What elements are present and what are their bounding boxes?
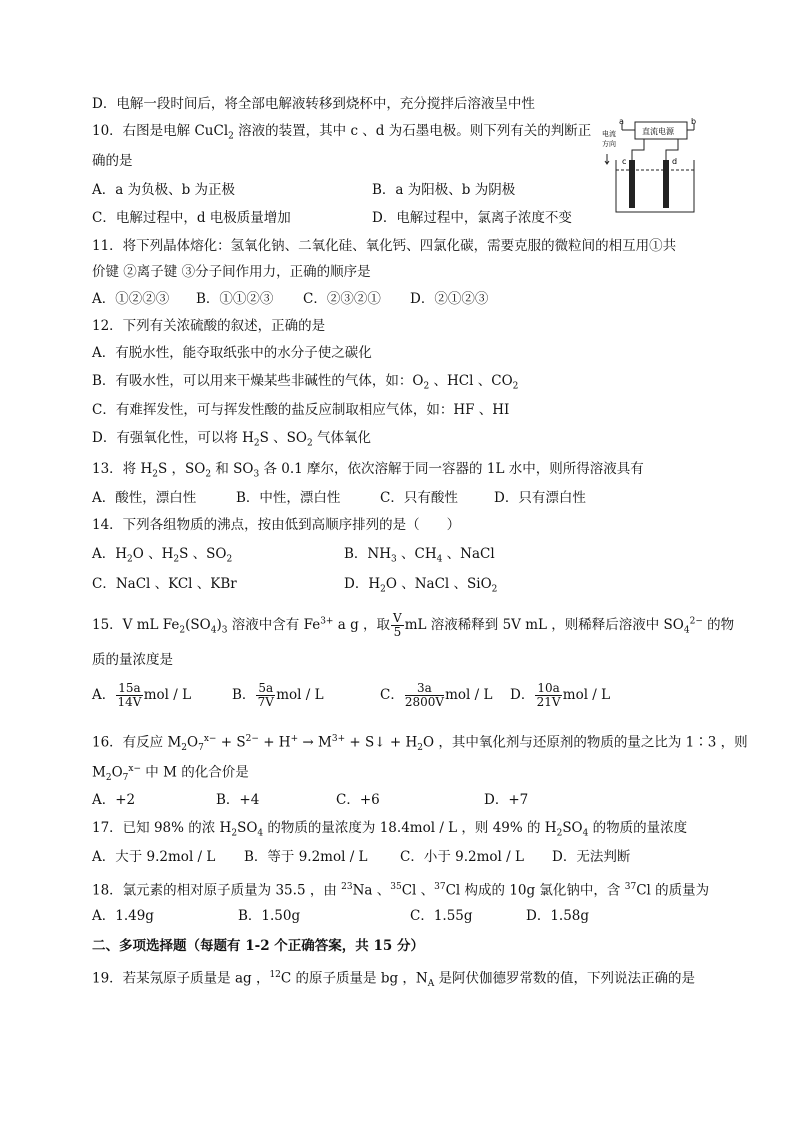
- denominator: 7V: [257, 695, 274, 709]
- subscript: 4: [436, 554, 443, 565]
- q14-option-d: [344, 575, 497, 599]
- q15-option-d: [510, 682, 610, 709]
- text: 是阿伏伽德罗常数的值，下列说法正确的是: [434, 970, 696, 987]
- text: A．: [92, 687, 116, 703]
- q16-stem-line2: [92, 760, 249, 787]
- q11-option-b: B．①①②③: [196, 291, 274, 307]
- numerator: 10a: [537, 681, 560, 695]
- text: D．: [510, 687, 535, 703]
- q19-stem: [92, 966, 695, 993]
- text: D．H: [344, 576, 381, 592]
- q12-stem: 12．下列有关浓硫酸的叙述，正确的是: [92, 318, 326, 334]
- subscript: 2: [179, 625, 186, 636]
- denominator: 21V: [536, 695, 561, 709]
- superscript: x−: [203, 734, 217, 744]
- text: O: [187, 734, 199, 751]
- q10-stem-line2: 确的是: [92, 153, 133, 169]
- subscript: 2: [417, 743, 423, 754]
- current-label-2: 方向: [602, 140, 616, 148]
- text: 10．右图是电解 CuCl: [92, 123, 229, 139]
- q17-stem: [92, 819, 687, 843]
- text: 各 0.1 摩尔，依次溶解于同一容器的 1L 水中，则所得溶液具有: [259, 461, 644, 477]
- text: Na 、: [352, 882, 391, 899]
- fraction: [405, 682, 444, 709]
- subscript: 7: [198, 743, 204, 754]
- text: O ，其中氧化剂与还原剂的物质的量之比为 1∶3 ，则: [422, 734, 748, 751]
- subscript: 7: [122, 773, 129, 784]
- label-d: d: [672, 157, 678, 166]
- q12-option-b: [92, 372, 518, 396]
- subscript: A: [427, 979, 435, 990]
- subscript: 3: [391, 554, 397, 565]
- subscript: 2: [253, 438, 260, 449]
- unit: mol / L: [562, 687, 611, 703]
- unit: mol / L: [143, 687, 192, 703]
- text: + H: [258, 734, 291, 751]
- q13-option-b: B．中性，漂白性: [236, 490, 341, 506]
- text: 中 M 的化合价是: [141, 764, 249, 781]
- subscript: 4: [210, 625, 217, 636]
- subscript: 2: [423, 381, 430, 392]
- text: mL 溶液稀释到 5V mL ，则稀释后溶液中 SO: [404, 617, 684, 633]
- text: B．NH: [344, 546, 392, 562]
- numerator: 5a: [258, 681, 274, 695]
- fraction: [535, 682, 561, 709]
- subscript: 2: [127, 554, 133, 565]
- text: Cl 构成的 10g 氯化钠中，含: [445, 882, 625, 899]
- superscript: x−: [128, 764, 141, 774]
- q10-option-d: D．电解过程中，氯离子浓度不变: [372, 210, 572, 226]
- text: A．H: [92, 546, 128, 562]
- unit: mol / L: [445, 687, 493, 703]
- text: SO: [562, 820, 583, 836]
- text: O 、NaCl 、SiO: [385, 576, 492, 592]
- subscript: 4: [582, 828, 589, 839]
- power-label: 直流电源: [642, 127, 674, 136]
- q17-option-a: A．大于 9.2mol / L: [92, 849, 216, 865]
- q16-option-a: A．+2: [92, 792, 136, 808]
- text: 16．有反应 M: [92, 734, 182, 751]
- subscript: 2: [380, 584, 386, 595]
- text: 17．已知 98% 的浓 H: [92, 820, 232, 836]
- subscript: 3: [221, 625, 228, 636]
- text: C 的原子质量是 bg ，N: [280, 970, 428, 987]
- superscript: 3+: [320, 616, 334, 627]
- subscript: 3: [253, 469, 260, 480]
- q10-option-a: A．a 为负极、b 为正极: [92, 182, 236, 198]
- text: 13．将 H: [92, 461, 153, 477]
- q15-stem-line1: [92, 612, 734, 640]
- q14-option-a: [92, 545, 232, 569]
- q16-option-d: D．+7: [484, 792, 529, 808]
- text: S 、SO: [179, 546, 227, 562]
- q15-option-c: [380, 682, 492, 709]
- text: a g ，取: [333, 617, 391, 633]
- subscript: 2: [228, 131, 234, 142]
- q11-stem-line2: 价键 ②离子键 ③分子间作用力，正确的顺序是: [92, 264, 371, 280]
- text: 溶液中含有 Fe: [227, 617, 321, 633]
- q11-option-d: D．②①②③: [410, 291, 489, 307]
- text: 和 SO: [211, 461, 254, 477]
- text: + S↓ + H: [345, 734, 418, 751]
- beaker: [616, 160, 694, 212]
- q13-option-a: A．酸性，漂白性: [92, 490, 197, 506]
- superscript: 37: [434, 882, 446, 892]
- numerator: V: [393, 611, 402, 625]
- text: B．有吸水性，可以用来干燥某些非碱性的气体，如：O: [92, 373, 424, 389]
- superscript: 2−: [689, 616, 703, 627]
- text: Cl 、: [401, 882, 435, 899]
- text: 、CH: [396, 546, 437, 562]
- q10-stem-line1: [92, 122, 591, 146]
- q18-option-d: D．1.58g: [526, 908, 590, 924]
- section-2-heading: 二、多项选择题（每题有 1-2 个正确答案，共 15 分）: [92, 938, 424, 954]
- text: S 、SO: [259, 430, 307, 446]
- text: O 、H: [132, 546, 174, 562]
- q11-stem-line1: 11．将下列晶体熔化：氢氧化钠、二氧化硅、氧化钙、四氯化碳，需要克服的微粒间的相互用①共: [92, 238, 677, 254]
- text: Cl 的质量为: [636, 882, 710, 899]
- denominator: 2800V: [404, 695, 445, 709]
- q13-option-c: C．只有酸性: [380, 490, 458, 506]
- text: 18．氯元素的相对原子质量为 35.5 ，由: [92, 882, 342, 899]
- q15-option-a: [92, 682, 191, 709]
- subscript: 2: [226, 554, 233, 565]
- text: 的物质的量浓度: [588, 820, 688, 836]
- q10-option-b: B．a 为阳极、b 为阴极: [372, 182, 516, 198]
- superscript: 37: [624, 882, 637, 892]
- text: C．: [380, 687, 404, 703]
- q17-option-c: C．小于 9.2mol / L: [400, 849, 524, 865]
- subscript: 2: [173, 554, 180, 565]
- superscript: 23: [341, 882, 353, 892]
- q18-option-b: B．1.50g: [238, 908, 301, 924]
- text: (SO: [185, 617, 211, 633]
- fraction: [256, 682, 275, 709]
- q11-option-a: A．①②②③: [92, 291, 170, 307]
- subscript: 2: [231, 828, 238, 839]
- subscript: 2: [205, 469, 212, 480]
- text: 19．若某氖原子质量是 ag ，: [92, 970, 270, 987]
- text: ): [216, 617, 222, 633]
- denominator: 14V: [117, 695, 142, 709]
- superscript: 35: [390, 882, 402, 892]
- subscript: 2: [105, 773, 112, 784]
- q15-stem-line2: 质的量浓度是: [92, 652, 173, 668]
- numerator: 15a: [118, 681, 141, 695]
- text: O: [111, 764, 123, 781]
- subscript: 2: [181, 743, 188, 754]
- subscript: 4: [257, 828, 264, 839]
- subscript: 2: [152, 469, 158, 480]
- q17-option-b: B．等于 9.2mol / L: [244, 849, 368, 865]
- numerator: 3a: [405, 682, 444, 696]
- superscript: 2−: [245, 734, 259, 744]
- q15-option-b: [232, 682, 324, 709]
- text: S ，SO: [157, 461, 206, 477]
- q9-option-d: D．电解一段时间后，将全部电解液转移到烧杯中，充分搅拌后溶液呈中性: [92, 96, 535, 112]
- q16-option-c: C．+6: [336, 792, 380, 808]
- q17-option-d: D．无法判断: [552, 849, 631, 865]
- q12-option-a: A．有脱水性，能夺取纸张中的水分子使之碳化: [92, 345, 372, 361]
- label-b: b: [691, 117, 697, 126]
- q16-stem-line1: [92, 730, 748, 757]
- text: SO: [237, 820, 258, 836]
- denominator: 5: [393, 625, 402, 639]
- subscript: 2: [306, 438, 313, 449]
- subscript: 2: [491, 584, 498, 595]
- electrolysis-figure: [602, 114, 702, 222]
- text: 溶液的装置，其中 c 、d 为石墨电极。则下列有关的判断正: [233, 123, 592, 139]
- q18-stem: [92, 878, 709, 900]
- electrode-d: [663, 160, 669, 208]
- q14-option-c: C．NaCl 、KCl 、KBr: [92, 576, 237, 592]
- q16-option-b: B．+4: [216, 792, 260, 808]
- text: + S: [216, 734, 246, 751]
- subscript: 2: [512, 381, 519, 392]
- subscript: 4: [683, 625, 690, 636]
- fraction-v-over-5: [391, 612, 404, 639]
- superscript: 12: [269, 970, 281, 980]
- q11-option-c: C．②③②①: [303, 291, 381, 307]
- label-c: c: [622, 157, 627, 166]
- text: 15．V mL Fe: [92, 617, 180, 633]
- label-a: a: [619, 117, 624, 126]
- q14-option-b: [344, 545, 495, 569]
- text: B．: [232, 687, 256, 703]
- q18-option-a: A．1.49g: [92, 908, 154, 924]
- q14-stem: 14．下列各组物质的沸点，按由低到高顺序排列的是（ ）: [92, 517, 461, 533]
- text: D．有强氧化性，可以将 H: [92, 430, 254, 446]
- unit: mol / L: [276, 687, 324, 703]
- subscript: 2: [556, 828, 563, 839]
- electrode-c: [629, 160, 635, 208]
- fraction: [116, 682, 142, 709]
- current-label-1: 电流: [602, 130, 616, 138]
- q12-option-d: [92, 429, 371, 453]
- text: → M: [298, 734, 332, 751]
- text: 、HCl 、CO: [429, 373, 513, 389]
- q12-option-c: C．有难挥发性，可与挥发性酸的盐反应制取相应气体，如：HF 、HI: [92, 402, 510, 418]
- text: 气体氧化: [312, 430, 372, 446]
- text: 的物质的量浓度为 18.4mol / L ，则 49% 的 H: [263, 820, 557, 836]
- text: 、NaCl: [442, 546, 495, 562]
- superscript: 3+: [331, 734, 346, 744]
- q13-option-d: D．只有漂白性: [494, 490, 586, 506]
- text: M: [92, 764, 106, 781]
- q13-stem: [92, 460, 644, 484]
- q18-option-c: C．1.55g: [410, 908, 473, 924]
- q10-option-c: C．电解过程中，d 电极质量增加: [92, 210, 291, 226]
- text: 的物: [702, 617, 735, 633]
- superscript: +: [290, 734, 299, 744]
